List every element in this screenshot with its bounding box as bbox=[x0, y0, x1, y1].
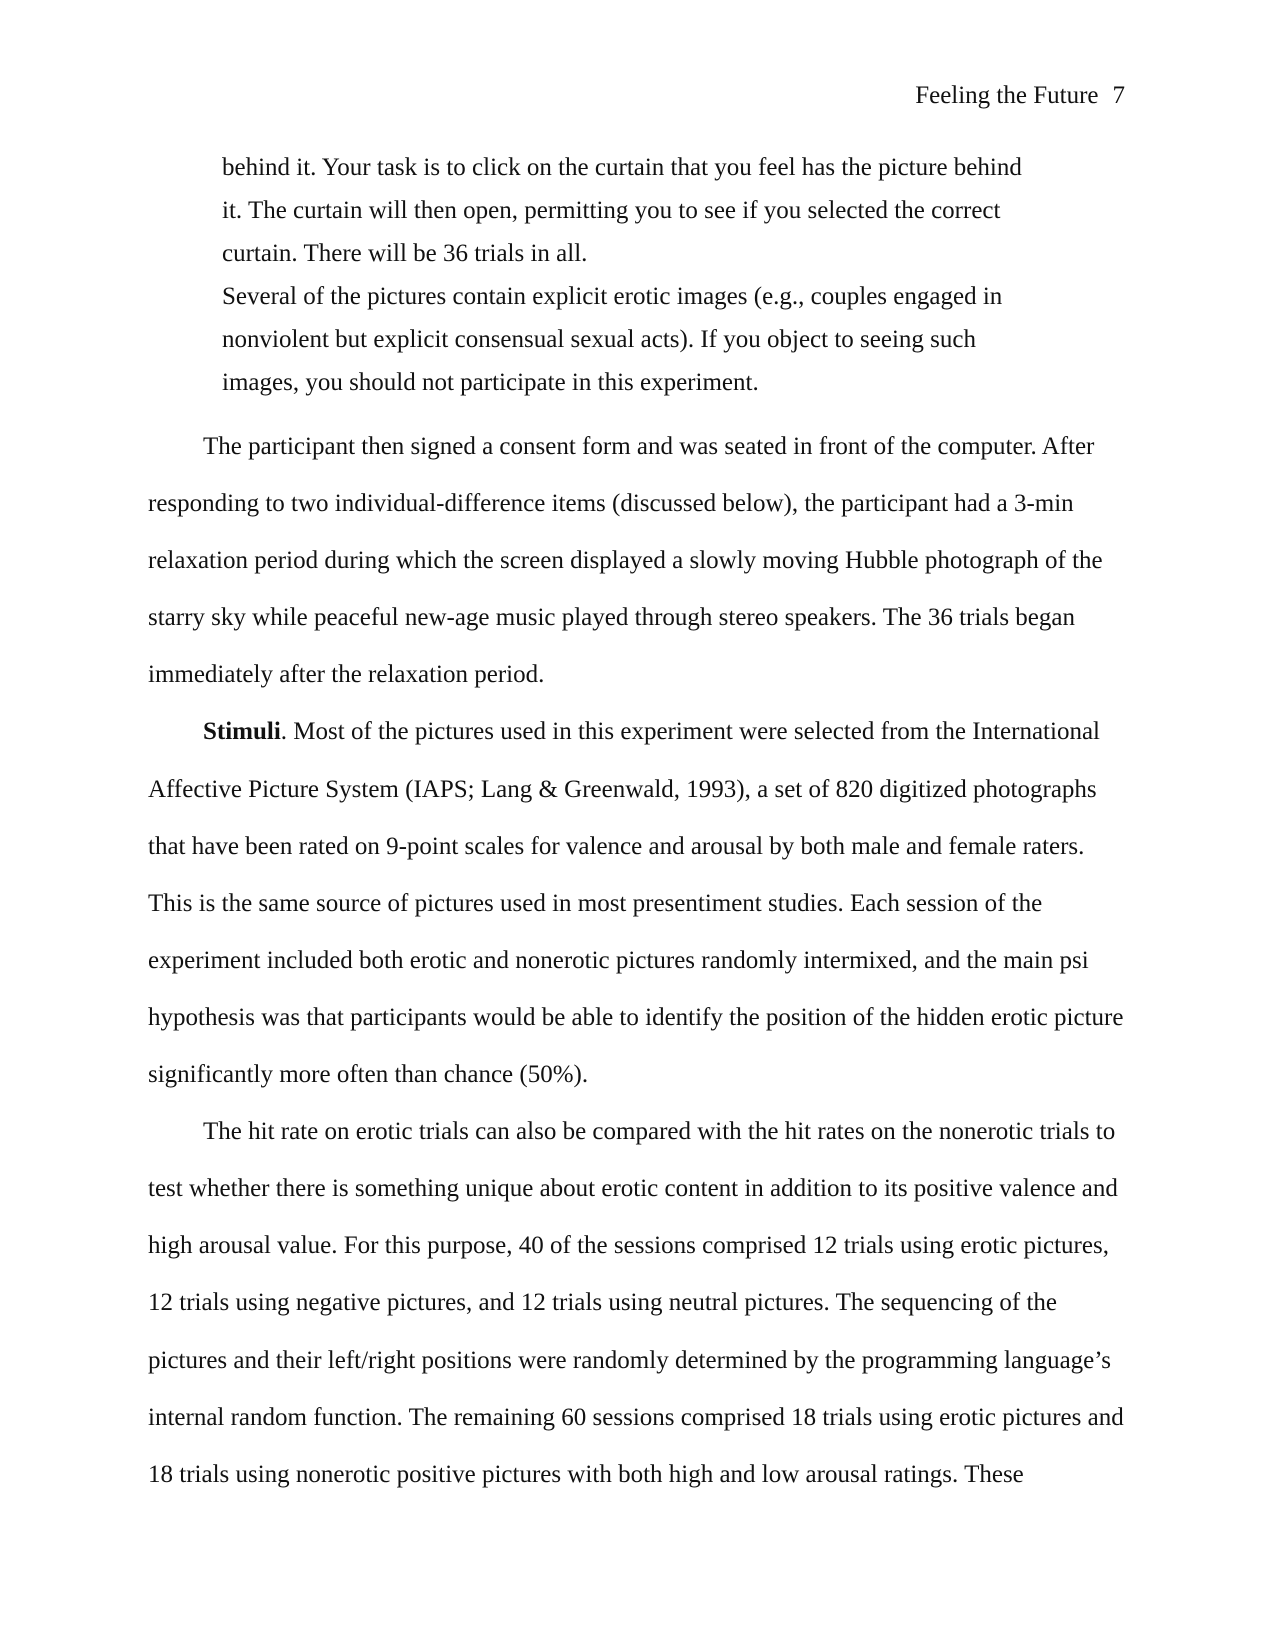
block-quote-paragraph: Several of the pictures contain explicit erotic images (e.g., couples engaged in nonviolent but explicit consensual sexual acts). If you object to seeing such images, you should not participate in this experiment. bbox=[222, 283, 1003, 396]
page-number: 7 bbox=[1112, 82, 1125, 109]
running-head bbox=[915, 80, 1125, 112]
running-title: Feeling the Future bbox=[915, 82, 1099, 109]
body-paragraph-stimuli bbox=[148, 703, 1128, 1103]
block-quote bbox=[222, 146, 1042, 404]
body-paragraph-hit-rate: The hit rate on erotic trials can also be compared with the hit rates on the nonerotic trials to test whether there is something unique about erotic content in addition to its positive valence and high arousal value. For this purpose, 40 of the sessions comprised 12 trials using erotic pictures, 12 trials using negative pictures, and 12 trials using neutral pictures. The sequencing of the pictures and their left/right positions were randomly determined by the programming language’s internal random function. The remaining 60 sessions comprised 18 trials using erotic pictures and 18 trials using nonerotic positive pictures with both high and low arousal ratings. These bbox=[148, 1118, 1124, 1488]
body-paragraph-procedure: The participant then signed a consent form and was seated in front of the computer. After responding to two individual-difference items (discussed below), the participant had a 3-min relaxation period during which the screen displayed a slowly moving Hubble photograph of the starry sky while peaceful new-age music played through stereo speakers. The 36 trials began immediately after the relaxation period. bbox=[148, 433, 1103, 689]
block-quote-paragraph: behind it. Your task is to click on the curtain that you feel has the picture behind it. The curtain will then open, permitting you to see if you selected the correct curtain. There will be 36 trials in all. bbox=[222, 154, 1022, 267]
stimuli-text: . Most of the pictures used in this experiment were selected from the International Affective Picture System (IAPS; Lang & Greenwald, 1993), a set of 820 digitized photographs that have been rated on 9-point scales for valence and arousal by both male and female raters. This is the same source of pictures used in most presentiment studies. Each session of the experiment included both erotic and nonerotic pictures randomly intermixed, and the main psi hypothesis was that participants would be able to identify the position of the hidden erotic picture significantly more often than chance (50%). bbox=[148, 718, 1124, 1089]
body-text bbox=[148, 418, 1128, 1503]
section-heading-stimuli: Stimuli bbox=[203, 718, 281, 746]
